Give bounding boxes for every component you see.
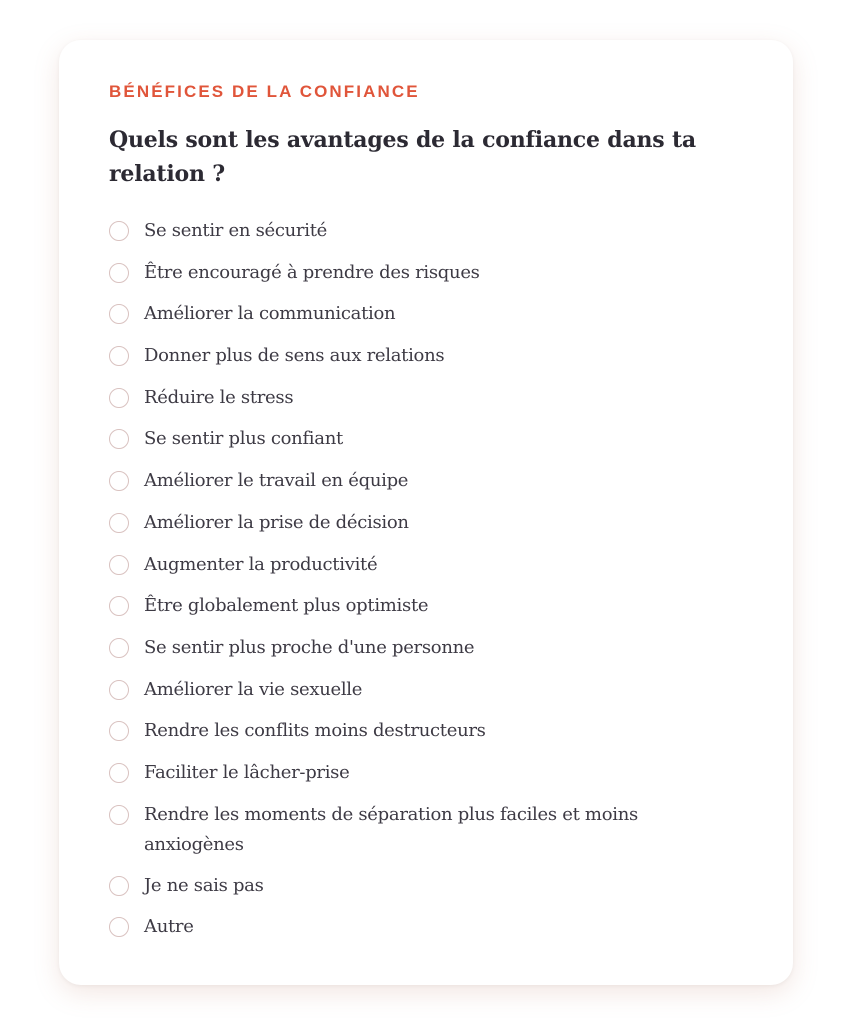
option-item[interactable] [109, 466, 743, 508]
option-label[interactable]: Améliorer la communication [144, 303, 396, 325]
option-item[interactable] [109, 633, 743, 675]
option-label[interactable]: Faciliter le lâcher-prise [144, 761, 350, 783]
option-item[interactable] [109, 299, 743, 341]
option-item[interactable] [109, 424, 743, 466]
radio-icon[interactable] [109, 471, 129, 491]
option-label[interactable]: Se sentir plus confiant [144, 428, 343, 450]
radio-icon[interactable] [109, 513, 129, 533]
radio-icon[interactable] [109, 917, 129, 937]
option-label[interactable]: Se sentir en sécurité [144, 220, 327, 241]
option-label[interactable]: Être globalement plus optimiste [144, 595, 429, 617]
radio-icon[interactable] [109, 721, 129, 741]
option-label[interactable]: Réduire le stress [144, 386, 294, 408]
option-item[interactable] [109, 383, 743, 425]
option-label[interactable]: Rendre les moments de séparation plus faciles et moins anxiogènes [144, 803, 638, 855]
question-title: Quels sont les avantages de la confiance dans ta relation ? [109, 127, 696, 187]
option-item[interactable] [109, 508, 743, 550]
option-item[interactable] [109, 912, 743, 954]
radio-icon[interactable] [109, 429, 129, 449]
radio-icon[interactable] [109, 876, 129, 896]
radio-icon[interactable] [109, 263, 129, 283]
option-item[interactable] [109, 341, 743, 383]
option-item[interactable] [109, 871, 743, 913]
options-list [109, 216, 743, 954]
radio-icon[interactable] [109, 596, 129, 616]
option-label[interactable]: Je ne sais pas [144, 874, 264, 896]
option-item[interactable] [109, 716, 743, 758]
radio-icon[interactable] [109, 221, 129, 241]
option-label[interactable]: Améliorer le travail en équipe [144, 470, 409, 492]
option-item[interactable] [109, 258, 743, 300]
radio-icon[interactable] [109, 763, 129, 783]
option-label[interactable]: Donner plus de sens aux relations [144, 345, 445, 367]
radio-icon[interactable] [109, 638, 129, 658]
radio-icon[interactable] [109, 304, 129, 324]
option-item[interactable] [109, 216, 743, 258]
radio-icon[interactable] [109, 388, 129, 408]
radio-icon[interactable] [109, 346, 129, 366]
option-label[interactable]: Augmenter la productivité [144, 553, 378, 575]
radio-icon[interactable] [109, 555, 129, 575]
option-item[interactable] [109, 591, 743, 633]
option-label[interactable]: Rendre les conflits moins destructeurs [144, 720, 486, 742]
radio-icon[interactable] [109, 680, 129, 700]
radio-icon[interactable] [109, 805, 129, 825]
option-item[interactable] [109, 550, 743, 592]
question-card [59, 40, 793, 985]
option-label[interactable]: Se sentir plus proche d'une personne [144, 636, 475, 658]
section-eyebrow: BÉNÉFICES DE LA CONFIANCE [109, 82, 420, 101]
option-label[interactable]: Autre [144, 916, 194, 938]
option-item[interactable] [109, 758, 743, 800]
option-item[interactable] [109, 800, 743, 871]
option-label[interactable]: Améliorer la prise de décision [144, 511, 409, 533]
option-label[interactable]: Améliorer la vie sexuelle [144, 678, 363, 700]
option-item[interactable] [109, 675, 743, 717]
option-label[interactable]: Être encouragé à prendre des risques [144, 261, 480, 283]
